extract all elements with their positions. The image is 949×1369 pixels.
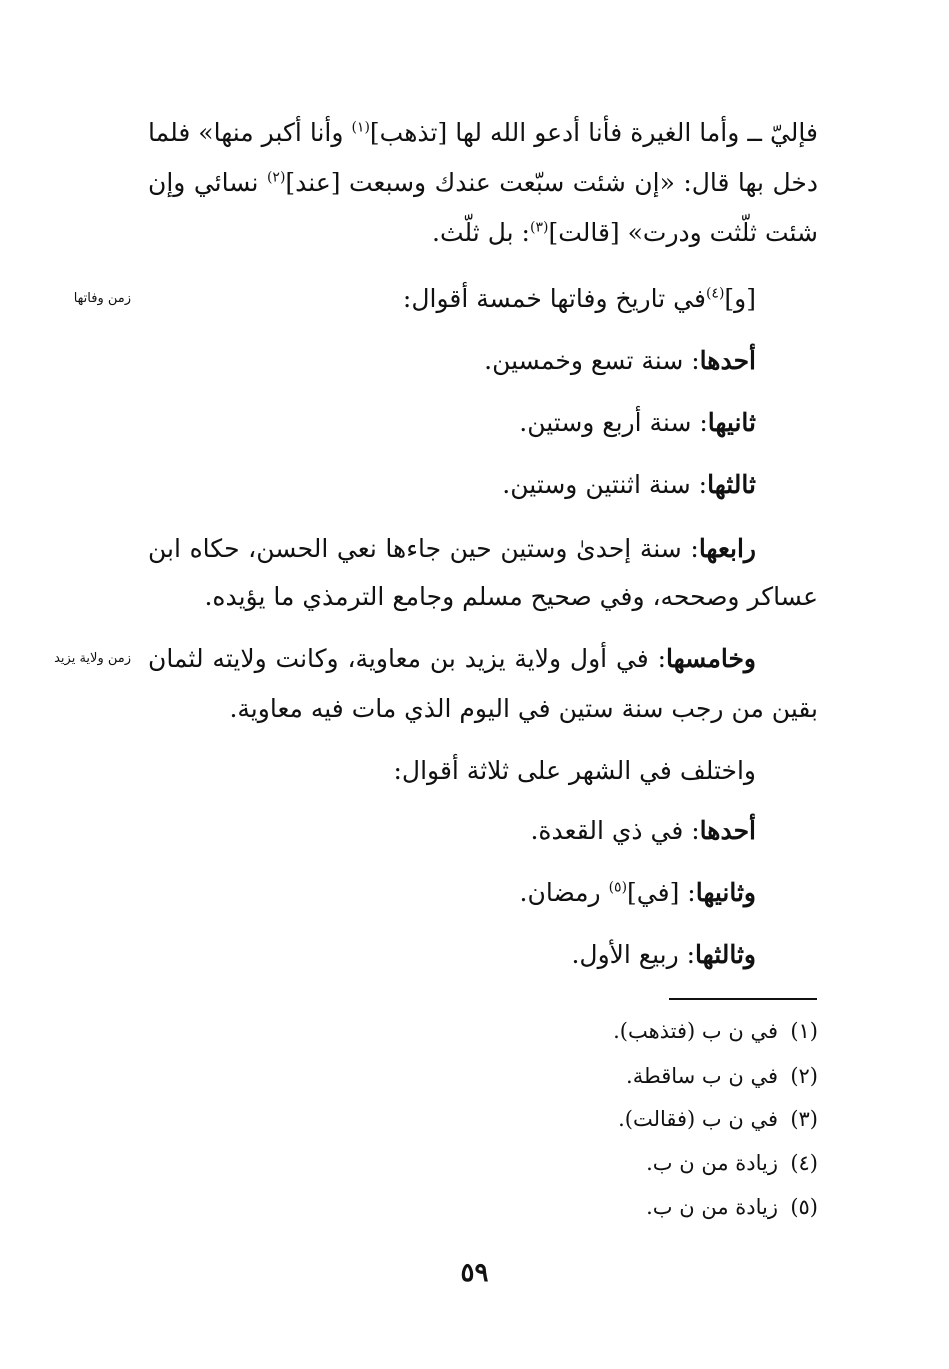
list-item-3: ثالثها: سنة اثنتين وستين. (502, 470, 756, 499)
month-intro: واختلف في الشهر على ثلاثة أقوال: (393, 756, 756, 785)
list-item-4-line-2: عساكر وصححه، وفي صحيح مسلم وجامع الترمذي ما يؤيده. (204, 582, 818, 611)
page-number: ٥٩ (460, 1258, 489, 1288)
month-item-3: وثالثها: ربيع الأول. (571, 940, 756, 969)
list-item-2: ثانيها: سنة أربع وستين. (519, 408, 756, 437)
list-item-5-line-2: بقين من رجب سنة ستين في اليوم الذي مات فيه معاوية. (229, 694, 818, 723)
paragraph-1-line-2: دخل بها قال: «إن شئت سبّعت عندك وسبعت [عند]$^{(٢)}$ نسائي وإن (148, 168, 818, 197)
month-item-1: أحدها: في ذي القعدة. (530, 816, 756, 845)
footnote-2: (٢)في ن ب ساقطة. (626, 1064, 818, 1088)
footnote-4: (٤)زيادة من ن ب. (646, 1151, 818, 1175)
footnote-5: (٥)زيادة من ن ب. (646, 1195, 818, 1219)
month-item-2: وثانيها: [في]$^{(٥)}$ رمضان. (519, 878, 756, 907)
list-item-4-line-1: رابعها: سنة إحدىٰ وستين حين جاءها نعي الحسن، حكاه ابن (148, 534, 756, 563)
margin-note-reign-date: زمن ولاية يزيد (54, 651, 131, 666)
footnote-divider (669, 998, 817, 1000)
paragraph-1-line-1: فإليّ ــ وأما الغيرة فأنا أدعو الله لها [تذهب]$^{(١)}$ وأنا أكبر منها» فلما (148, 118, 818, 147)
paragraph-2-line-1: [و]$^{(٤)}$في تاريخ وفاتها خمسة أقوال: (402, 284, 756, 313)
list-item-5-line-1: وخامسها: في أول ولاية يزيد بن معاوية، وكانت ولايته لثمان (148, 644, 756, 673)
footnote-1: (١)في ن ب (فتذهب). (613, 1019, 818, 1043)
margin-note-death-date: زمن وفاتها (73, 291, 131, 306)
list-item-1: أحدها: سنة تسع وخمسين. (484, 346, 756, 375)
footnote-3: (٣)في ن ب (فقالت). (618, 1107, 818, 1131)
paragraph-1-line-3: شئت ثلّثت ودرت» [قالت]$^{(٣)}$: بل ثلّث. (432, 218, 818, 247)
